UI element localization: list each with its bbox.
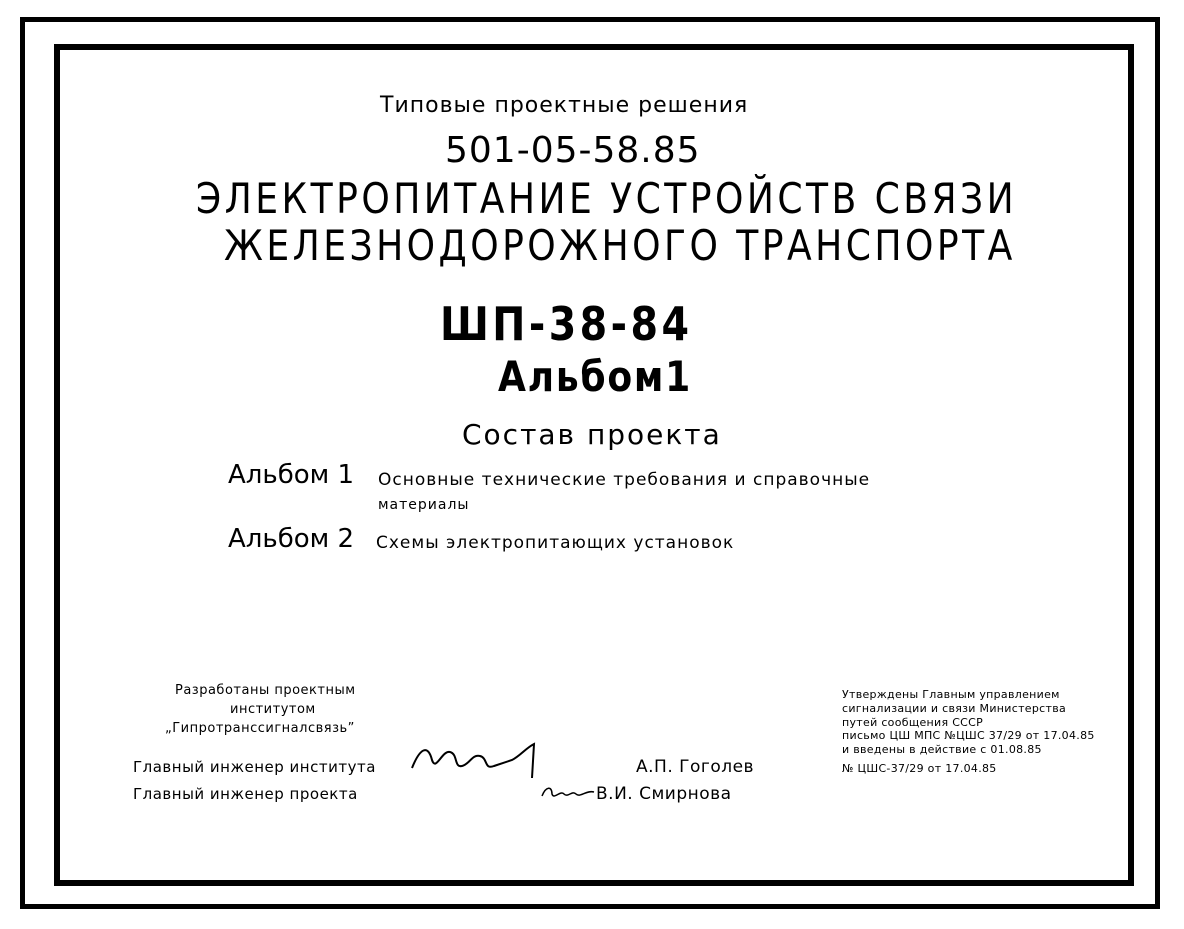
approval-line-4: письмо ЦШ МПС №ЦШС 37/29 от 17.04.85	[842, 729, 1095, 742]
approval-line-5: и введены в действие с 01.08.85	[842, 743, 1042, 756]
album-title: Альбом1	[498, 352, 692, 401]
title-line-2: ЖЕЛЕЗНОДОРОЖНОГО ТРАНСПОРТА	[224, 221, 1016, 270]
chief-project-label: Главный инженер проекта	[133, 785, 358, 803]
contents-heading: Состав проекта	[462, 418, 722, 451]
approval-line-6: № ЦШС-37/29 от 17.04.85	[842, 762, 997, 775]
album-2-description: Схемы электропитающих установок	[376, 533, 735, 553]
project-code: ШП-38-84	[440, 297, 693, 351]
chief-project-name: В.И. Смирнова	[596, 784, 732, 804]
developer-line-1: Разработаны проектным	[175, 683, 356, 698]
series-label: Типовые проектные решения	[380, 93, 749, 118]
series-code: 501-05-58.85	[445, 130, 701, 171]
approval-line-3: путей сообщения СССР	[842, 716, 984, 729]
chief-institute-label: Главный инженер института	[133, 758, 376, 776]
title-line-1: ЭЛЕКТРОПИТАНИЕ УСТРОЙСТВ СВЯЗИ	[196, 174, 1018, 223]
developer-line-2: институтом	[230, 702, 316, 717]
approval-line-2: сигнализации и связи Министерства	[842, 702, 1067, 715]
approval-line-1: Утверждены Главным управлением	[842, 688, 1060, 701]
signature-smirnova-icon	[538, 780, 598, 804]
developer-institute: „Гипротранссигналсвязь”	[165, 721, 355, 736]
album-1-description: Основные технические требования и справочные	[378, 470, 871, 490]
album-1-description-cont: материалы	[378, 497, 470, 513]
chief-institute-name: А.П. Гоголев	[636, 757, 755, 777]
album-2-label: Альбом 2	[228, 524, 355, 554]
signature-gogolev-icon	[402, 738, 632, 780]
album-1-label: Альбом 1	[228, 460, 355, 490]
